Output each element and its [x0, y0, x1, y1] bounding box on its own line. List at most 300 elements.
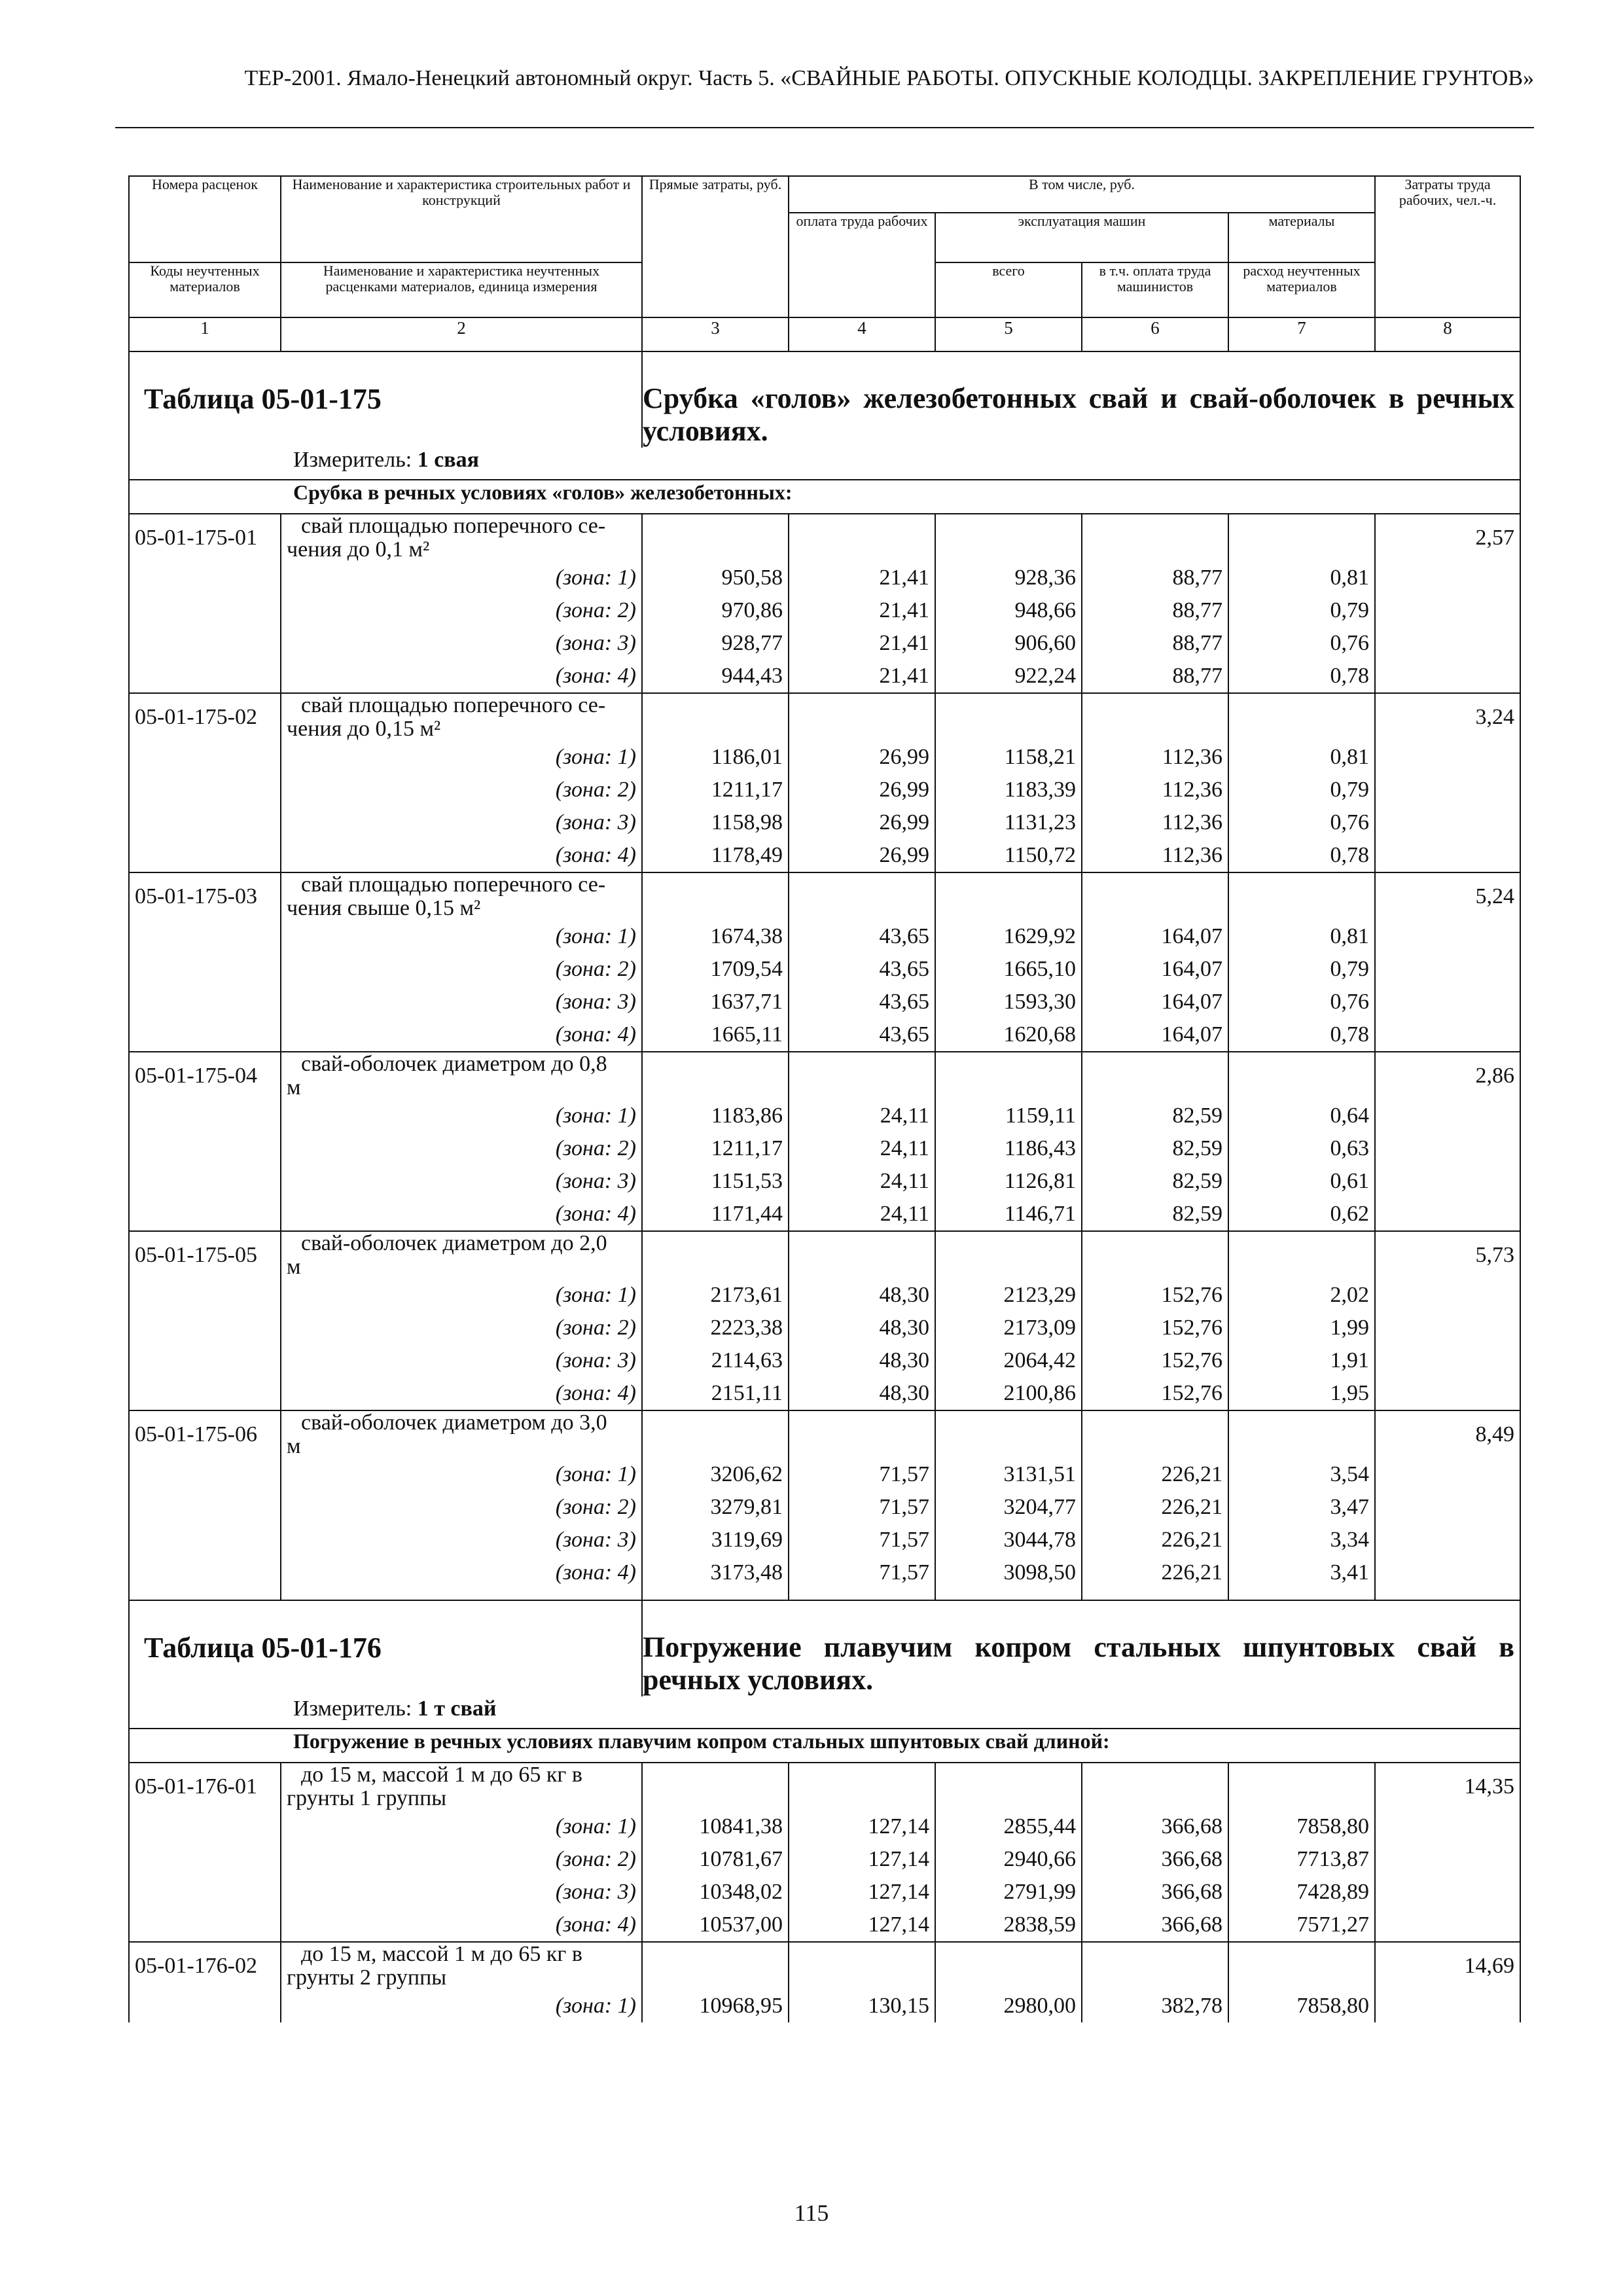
- zone-label: (зона: 3): [281, 806, 642, 839]
- materials-consumption: 0,79: [1228, 953, 1375, 986]
- machines-total: 3131,51: [935, 1458, 1082, 1491]
- direct-cost: 944,43: [642, 660, 789, 693]
- materials-consumption: 3,41: [1228, 1556, 1375, 1589]
- rate-name: [281, 693, 642, 741]
- machines-total: 2064,42: [935, 1344, 1082, 1377]
- machinists-wages: 152,76: [1082, 1312, 1228, 1344]
- wages: 21,41: [789, 594, 935, 627]
- materials-consumption: 7858,80: [1228, 1990, 1375, 2022]
- zone-label: (зона: 4): [281, 1198, 642, 1231]
- empty-cell: [281, 1589, 642, 1600]
- zone-label: (зона: 1): [281, 1810, 642, 1843]
- machinists-wages: 226,21: [1082, 1458, 1228, 1491]
- col-rate-numbers: Номера расценок: [129, 176, 281, 262]
- wages: 43,65: [789, 1018, 935, 1052]
- direct-cost: 1158,98: [642, 806, 789, 839]
- direct-cost: 1183,86: [642, 1100, 789, 1132]
- direct-cost: 3173,48: [642, 1556, 789, 1589]
- table-title-row: [129, 351, 1520, 448]
- wages: 43,65: [789, 920, 935, 953]
- machinists-wages: 82,59: [1082, 1165, 1228, 1198]
- empty-cell: [789, 1052, 935, 1100]
- materials-consumption: 3,34: [1228, 1524, 1375, 1556]
- wages: 26,99: [789, 741, 935, 774]
- machinists-wages: 88,77: [1082, 627, 1228, 660]
- wages: 130,15: [789, 1990, 935, 2022]
- empty-cell: [642, 1942, 789, 1990]
- direct-cost: 1151,53: [642, 1165, 789, 1198]
- rate-row: [129, 1231, 1520, 1279]
- wages: 21,41: [789, 660, 935, 693]
- rate-name: [281, 1942, 642, 1990]
- machinists-wages: 112,36: [1082, 839, 1228, 872]
- zone-label: (зона: 4): [281, 1377, 642, 1410]
- empty-cell: [1082, 1231, 1228, 1279]
- zone-row: [129, 660, 1520, 693]
- rate-code: 05-01-176-02: [129, 1942, 281, 2022]
- wages: 127,14: [789, 1810, 935, 1843]
- rate-name-line: грунты 1 группы: [287, 1786, 447, 1810]
- empty-cell: [935, 1052, 1082, 1100]
- materials-consumption: 0,76: [1228, 627, 1375, 660]
- machinists-wages: 226,21: [1082, 1556, 1228, 1589]
- empty-cell: [1228, 1942, 1375, 1990]
- machinists-wages: 366,68: [1082, 1843, 1228, 1876]
- rate-name: [281, 872, 642, 920]
- materials-consumption: 0,79: [1228, 774, 1375, 806]
- direct-cost: 1186,01: [642, 741, 789, 774]
- zone-label: (зона: 3): [281, 627, 642, 660]
- machines-total: 1629,92: [935, 920, 1082, 953]
- zone-label: (зона: 3): [281, 986, 642, 1018]
- empty-cell: [129, 1589, 281, 1600]
- machines-total: 1593,30: [935, 986, 1082, 1018]
- rate-name: [281, 514, 642, 562]
- empty-cell: [935, 1231, 1082, 1279]
- empty-cell: [642, 872, 789, 920]
- direct-cost: 1709,54: [642, 953, 789, 986]
- direct-cost: 970,86: [642, 594, 789, 627]
- rate-name-line: свай-оболочек диаметром до 3,0: [301, 1410, 607, 1435]
- wages: 127,14: [789, 1909, 935, 1942]
- rate-name-line: м: [287, 1255, 301, 1279]
- empty-cell: [642, 514, 789, 562]
- zone-label: (зона: 1): [281, 1458, 642, 1491]
- rate-name: [281, 1410, 642, 1458]
- direct-cost: 1178,49: [642, 839, 789, 872]
- header-rule: [115, 127, 1534, 128]
- labor-cost: 3,24: [1375, 693, 1520, 872]
- machinists-wages: 382,78: [1082, 1990, 1228, 2022]
- measure-label: Измеритель:: [293, 448, 412, 472]
- machinists-wages: 366,68: [1082, 1876, 1228, 1909]
- rate-code: 05-01-175-04: [129, 1052, 281, 1231]
- empty-cell: [642, 1231, 789, 1279]
- col-labor: Затраты труда рабочих, чел.-ч.: [1375, 176, 1520, 317]
- zone-row: [129, 594, 1520, 627]
- zone-label: (зона: 3): [281, 1165, 642, 1198]
- rate-name-line: грунты 2 группы: [287, 1965, 447, 1990]
- direct-cost: 2114,63: [642, 1344, 789, 1377]
- col-direct-costs: Прямые затраты, руб.: [642, 176, 789, 317]
- zone-row: [129, 741, 1520, 774]
- materials-consumption: 0,78: [1228, 660, 1375, 693]
- machinists-wages: 366,68: [1082, 1909, 1228, 1942]
- zone-row: [129, 953, 1520, 986]
- measure-label: Измеритель:: [293, 1696, 412, 1721]
- rate-name: [281, 1052, 642, 1100]
- materials-consumption: 0,78: [1228, 839, 1375, 872]
- labor-cost: 8,49: [1375, 1410, 1520, 1589]
- machinists-wages: 82,59: [1082, 1198, 1228, 1231]
- measure: [129, 1696, 1520, 1729]
- rate-row: [129, 693, 1520, 741]
- direct-cost: 1665,11: [642, 1018, 789, 1052]
- direct-cost: 10968,95: [642, 1990, 789, 2022]
- zone-row: [129, 1810, 1520, 1843]
- zone-row: [129, 1843, 1520, 1876]
- rate-name: [281, 1763, 642, 1810]
- materials-consumption: 0,81: [1228, 562, 1375, 594]
- direct-cost: 10841,38: [642, 1810, 789, 1843]
- machinists-wages: 82,59: [1082, 1100, 1228, 1132]
- wages: 43,65: [789, 953, 935, 986]
- measure: [129, 448, 1520, 480]
- machinists-wages: 152,76: [1082, 1279, 1228, 1312]
- zone-label: (зона: 2): [281, 594, 642, 627]
- materials-consumption: 0,63: [1228, 1132, 1375, 1165]
- rate-row: [129, 872, 1520, 920]
- machines-total: 2855,44: [935, 1810, 1082, 1843]
- machines-total: 2980,00: [935, 1990, 1082, 2022]
- measure-value: 1 свая: [417, 448, 480, 472]
- rate-name-line: чения до 0,15 м²: [287, 717, 441, 741]
- section-row: [129, 480, 1520, 514]
- empty-cell: [935, 1763, 1082, 1810]
- running-header: ТЕР-2001. Ямало-Ненецкий автономный округ. Часть 5. «СВАЙНЫЕ РАБОТЫ. ОПУСКНЫЕ КОЛОДЦЫ. ЗАКРЕПЛЕНИЕ ГРУНТОВ»: [244, 66, 1534, 90]
- wages: 24,11: [789, 1198, 935, 1231]
- machines-total: 1158,21: [935, 741, 1082, 774]
- machinists-wages: 226,21: [1082, 1524, 1228, 1556]
- table-number: Таблица 05-01-176: [129, 1600, 642, 1696]
- labor-cost: 14,35: [1375, 1763, 1520, 1942]
- col-materials: материалы: [1228, 213, 1375, 262]
- empty-cell: [1082, 1410, 1228, 1458]
- machines-total: 3098,50: [935, 1556, 1082, 1589]
- machinists-wages: 112,36: [1082, 806, 1228, 839]
- empty-cell: [935, 872, 1082, 920]
- empty-cell: [642, 1589, 789, 1600]
- machines-total: 3044,78: [935, 1524, 1082, 1556]
- wages: 71,57: [789, 1524, 935, 1556]
- machinists-wages: 88,77: [1082, 594, 1228, 627]
- rate-name-line: свай площадью поперечного се-: [301, 693, 606, 717]
- direct-cost: 928,77: [642, 627, 789, 660]
- materials-consumption: 7713,87: [1228, 1843, 1375, 1876]
- wages: 48,30: [789, 1279, 935, 1312]
- empty-cell: [1082, 514, 1228, 562]
- wages: 21,41: [789, 627, 935, 660]
- machines-total: 1186,43: [935, 1132, 1082, 1165]
- materials-consumption: 1,95: [1228, 1377, 1375, 1410]
- col-number: 1: [129, 317, 281, 351]
- zone-row: [129, 1524, 1520, 1556]
- empty-cell: [1228, 1231, 1375, 1279]
- machinists-wages: 366,68: [1082, 1810, 1228, 1843]
- zone-label: (зона: 2): [281, 1843, 642, 1876]
- empty-cell: [642, 693, 789, 741]
- labor-cost: 2,86: [1375, 1052, 1520, 1231]
- direct-cost: 1637,71: [642, 986, 789, 1018]
- empty-cell: [1228, 514, 1375, 562]
- zone-row: [129, 1909, 1520, 1942]
- zone-label: (зона: 1): [281, 1100, 642, 1132]
- direct-cost: 3119,69: [642, 1524, 789, 1556]
- empty-cell: [789, 872, 935, 920]
- empty-cell: [1228, 1052, 1375, 1100]
- empty-cell: [789, 1763, 935, 1810]
- empty-cell: [1228, 1763, 1375, 1810]
- col-incl-machinists: в т.ч. оплата труда машинистов: [1082, 262, 1228, 317]
- empty-cell: [789, 1589, 935, 1600]
- empty-cell: [642, 1410, 789, 1458]
- rate-row: [129, 1942, 1520, 1990]
- zone-row: [129, 1990, 1520, 2022]
- direct-cost: 2151,11: [642, 1377, 789, 1410]
- zone-label: (зона: 1): [281, 1279, 642, 1312]
- direct-cost: 1674,38: [642, 920, 789, 953]
- empty-cell: [642, 1763, 789, 1810]
- wages: 26,99: [789, 839, 935, 872]
- direct-cost: 2223,38: [642, 1312, 789, 1344]
- machines-total: 1131,23: [935, 806, 1082, 839]
- machines-total: 2173,09: [935, 1312, 1082, 1344]
- col-wages: оплата труда рабочих: [789, 213, 935, 317]
- empty-cell: [935, 1410, 1082, 1458]
- section-title: Погружение в речных условиях плавучим копром стальных шпунтовых свай длиной:: [129, 1729, 1520, 1763]
- zone-row: [129, 1344, 1520, 1377]
- col-number: 3: [642, 317, 789, 351]
- table-title: Срубка «голов» железобетонных свай и свай-оболочек в речных условиях.: [642, 351, 1520, 448]
- empty-cell: [1228, 1589, 1375, 1600]
- zone-label: (зона: 3): [281, 1344, 642, 1377]
- machines-total: 1150,72: [935, 839, 1082, 872]
- col-number: 5: [935, 317, 1082, 351]
- empty-cell: [1082, 693, 1228, 741]
- empty-cell: [789, 1942, 935, 1990]
- materials-consumption: 3,54: [1228, 1458, 1375, 1491]
- direct-cost: 10781,67: [642, 1843, 789, 1876]
- page-number: 115: [794, 2200, 829, 2226]
- direct-cost: 950,58: [642, 562, 789, 594]
- zone-label: (зона: 3): [281, 1524, 642, 1556]
- rate-name-line: м: [287, 1075, 301, 1100]
- rate-name-line: свай площадью поперечного се-: [301, 514, 606, 538]
- machines-total: 2791,99: [935, 1876, 1082, 1909]
- machinists-wages: 88,77: [1082, 562, 1228, 594]
- materials-consumption: 0,62: [1228, 1198, 1375, 1231]
- machinists-wages: 112,36: [1082, 741, 1228, 774]
- zone-row: [129, 920, 1520, 953]
- col-material-consumption: расход неучтенных материалов: [1228, 262, 1375, 317]
- wages: 26,99: [789, 806, 935, 839]
- zone-label: (зона: 1): [281, 741, 642, 774]
- machinists-wages: 82,59: [1082, 1132, 1228, 1165]
- empty-cell: [1228, 872, 1375, 920]
- zone-row: [129, 774, 1520, 806]
- rate-name-line: чения до 0,1 м²: [287, 537, 430, 562]
- wages: 43,65: [789, 986, 935, 1018]
- zone-row: [129, 1132, 1520, 1165]
- zone-row: [129, 1165, 1520, 1198]
- empty-cell: [642, 1052, 789, 1100]
- col-work-name: Наименование и характеристика строительных работ и конструкций: [281, 176, 642, 262]
- zone-row: [129, 1876, 1520, 1909]
- machinists-wages: 164,07: [1082, 986, 1228, 1018]
- materials-consumption: 0,79: [1228, 594, 1375, 627]
- empty-cell: [1082, 1763, 1228, 1810]
- section-row: [129, 1729, 1520, 1763]
- rate-name-line: чения свыше 0,15 м²: [287, 896, 481, 920]
- materials-consumption: 1,99: [1228, 1312, 1375, 1344]
- zone-label: (зона: 2): [281, 774, 642, 806]
- zone-label: (зона: 2): [281, 1312, 642, 1344]
- wages: 21,41: [789, 562, 935, 594]
- zone-row: [129, 1100, 1520, 1132]
- wages: 48,30: [789, 1312, 935, 1344]
- empty-cell: [1082, 1589, 1228, 1600]
- labor-cost: 5,73: [1375, 1231, 1520, 1410]
- zone-row: [129, 806, 1520, 839]
- machines-total: 1159,11: [935, 1100, 1082, 1132]
- zone-label: (зона: 4): [281, 1018, 642, 1052]
- wages: 24,11: [789, 1100, 935, 1132]
- col-material-names: Наименование и характеристика неучтенных расценками материалов, единица измерения: [281, 262, 642, 317]
- machines-total: 2123,29: [935, 1279, 1082, 1312]
- col-number: 4: [789, 317, 935, 351]
- empty-cell: [1228, 693, 1375, 741]
- direct-cost: 1171,44: [642, 1198, 789, 1231]
- machines-total: 1620,68: [935, 1018, 1082, 1052]
- table-body: [129, 351, 1520, 2022]
- zone-row: [129, 1491, 1520, 1524]
- spacer-row: [129, 1589, 1520, 1600]
- rate-name-line: до 15 м, массой 1 м до 65 кг в: [301, 1942, 582, 1966]
- materials-consumption: 2,02: [1228, 1279, 1375, 1312]
- machines-total: 948,66: [935, 594, 1082, 627]
- labor-cost: 14,69: [1375, 1942, 1520, 2022]
- zone-row: [129, 1312, 1520, 1344]
- direct-cost: 3279,81: [642, 1491, 789, 1524]
- machines-total: 2838,59: [935, 1909, 1082, 1942]
- rate-row: [129, 1410, 1520, 1458]
- wages: 127,14: [789, 1876, 935, 1909]
- materials-consumption: 7858,80: [1228, 1810, 1375, 1843]
- col-machines: эксплуатация машин: [935, 213, 1228, 262]
- labor-cost: 2,57: [1375, 514, 1520, 693]
- materials-consumption: 0,76: [1228, 806, 1375, 839]
- zone-label: (зона: 4): [281, 660, 642, 693]
- zone-row: [129, 1377, 1520, 1410]
- materials-consumption: 0,78: [1228, 1018, 1375, 1052]
- direct-cost: 10348,02: [642, 1876, 789, 1909]
- rate-code: 05-01-176-01: [129, 1763, 281, 1942]
- materials-consumption: 7571,27: [1228, 1909, 1375, 1942]
- zone-row: [129, 1556, 1520, 1589]
- machinists-wages: 164,07: [1082, 1018, 1228, 1052]
- measure-row: [129, 1696, 1520, 1729]
- table-header: [129, 176, 1520, 351]
- wages: 24,11: [789, 1132, 935, 1165]
- empty-cell: [935, 1942, 1082, 1990]
- materials-consumption: 7428,89: [1228, 1876, 1375, 1909]
- zone-label: (зона: 4): [281, 1556, 642, 1589]
- col-number: 6: [1082, 317, 1228, 351]
- col-material-codes: Коды неучтенных материалов: [129, 262, 281, 317]
- rate-name-line: м: [287, 1434, 301, 1458]
- zone-row: [129, 1279, 1520, 1312]
- wages: 71,57: [789, 1556, 935, 1589]
- measure-row: [129, 448, 1520, 480]
- table-title-row: [129, 1600, 1520, 1696]
- rate-name-line: свай площадью поперечного се-: [301, 872, 606, 897]
- direct-cost: 1211,17: [642, 774, 789, 806]
- materials-consumption: 1,91: [1228, 1344, 1375, 1377]
- zone-row: [129, 1198, 1520, 1231]
- machines-total: 1146,71: [935, 1198, 1082, 1231]
- zone-label: (зона: 1): [281, 562, 642, 594]
- wages: 24,11: [789, 1165, 935, 1198]
- col-number: 7: [1228, 317, 1375, 351]
- col-number: 2: [281, 317, 642, 351]
- wages: 127,14: [789, 1843, 935, 1876]
- machines-total: 922,24: [935, 660, 1082, 693]
- machinists-wages: 226,21: [1082, 1491, 1228, 1524]
- empty-cell: [789, 1410, 935, 1458]
- rate-row: [129, 1052, 1520, 1100]
- rate-name-line: до 15 м, массой 1 м до 65 кг в: [301, 1763, 582, 1787]
- materials-consumption: 0,81: [1228, 920, 1375, 953]
- empty-cell: [1228, 1410, 1375, 1458]
- empty-cell: [789, 514, 935, 562]
- zone-label: (зона: 4): [281, 1909, 642, 1942]
- rate-name-line: свай-оболочек диаметром до 2,0: [301, 1231, 607, 1255]
- empty-cell: [789, 1231, 935, 1279]
- machines-total: 2100,86: [935, 1377, 1082, 1410]
- wages: 48,30: [789, 1344, 935, 1377]
- materials-consumption: 3,47: [1228, 1491, 1375, 1524]
- materials-consumption: 0,76: [1228, 986, 1375, 1018]
- rate-code: 05-01-175-06: [129, 1410, 281, 1589]
- section-title: Срубка в речных условиях «голов» железобетонных:: [129, 480, 1520, 514]
- rates-table: [128, 175, 1521, 2022]
- rate-name-line: свай-оболочек диаметром до 0,8: [301, 1052, 607, 1076]
- machinists-wages: 88,77: [1082, 660, 1228, 693]
- empty-cell: [935, 514, 1082, 562]
- wages: 26,99: [789, 774, 935, 806]
- materials-consumption: 0,64: [1228, 1100, 1375, 1132]
- zone-label: (зона: 3): [281, 1876, 642, 1909]
- rate-code: 05-01-175-05: [129, 1231, 281, 1410]
- zone-label: (зона: 2): [281, 1132, 642, 1165]
- empty-cell: [1375, 1589, 1520, 1600]
- rate-row: [129, 1763, 1520, 1810]
- machines-total: 3204,77: [935, 1491, 1082, 1524]
- machines-total: 928,36: [935, 562, 1082, 594]
- empty-cell: [789, 693, 935, 741]
- col-number: 8: [1375, 317, 1520, 351]
- machinists-wages: 164,07: [1082, 953, 1228, 986]
